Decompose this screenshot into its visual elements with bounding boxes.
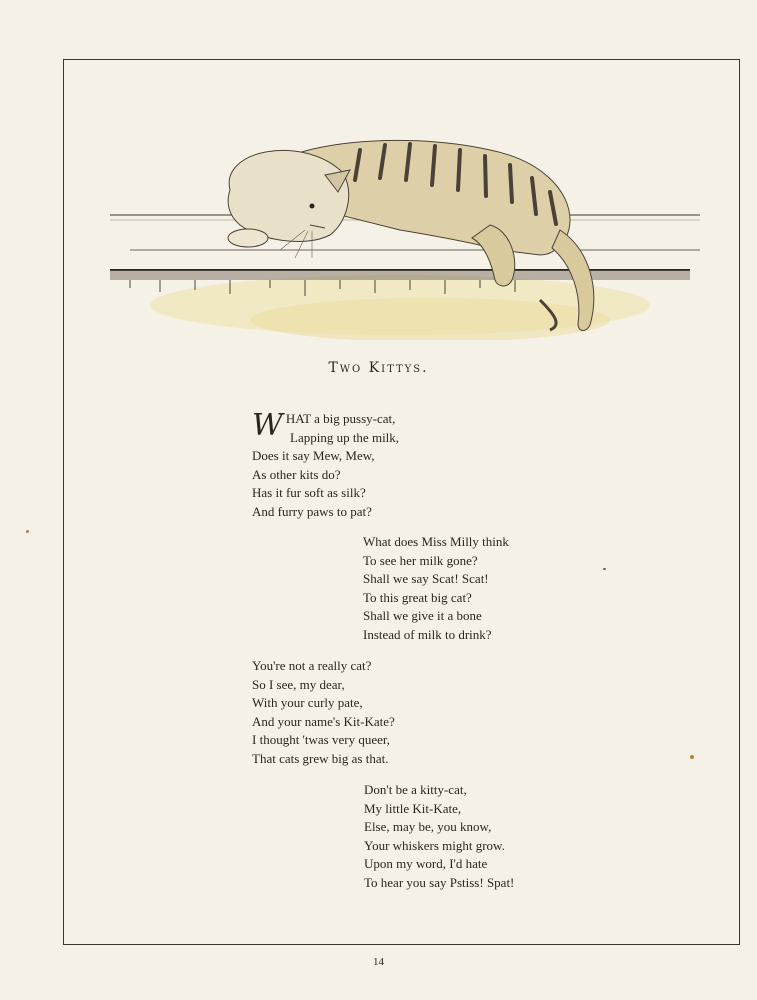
stanza-line: To see her milk gone? (363, 552, 478, 568)
stanza-line: Else, may be, you know, (364, 819, 492, 834)
stanza-line: And your name's Kit-Kate? (252, 713, 395, 729)
stanza-line: So I see, my dear, (252, 676, 345, 692)
stanza-line: As other kits do? (252, 466, 341, 482)
stanza-line: What does Miss Milly think (363, 534, 509, 549)
stanza-line: And furry paws to pat? (252, 503, 372, 519)
stanza-1 (252, 410, 399, 521)
stanza-line: Lapping up the milk, (290, 429, 400, 445)
drop-cap: W (252, 408, 283, 443)
stanza-line: Has it fur soft as silk? (252, 485, 366, 500)
stanza-line: Don't be a kitty-cat, (364, 782, 467, 797)
cat-illustration (100, 130, 700, 340)
stanza-line: Does it say Mew, Mew, (252, 448, 375, 463)
stanza-line: Instead of milk to drink? (363, 626, 492, 642)
stanza-line: Upon my word, I'd hate (364, 856, 488, 871)
stanza-3 (252, 657, 395, 768)
stanza-line: To hear you say Pstiss! Spat! (364, 874, 515, 890)
poem-title: Two Kittys. (328, 360, 429, 376)
stanza-2 (363, 533, 509, 644)
stanza-line: Your whiskers might grow. (364, 837, 505, 853)
stanza-line: My little Kit-Kate, (364, 800, 462, 816)
stanza-4 (364, 781, 514, 892)
stanza-line: You're not a really cat? (252, 658, 372, 673)
page-number: 14 (373, 956, 384, 968)
stanza-line: To this great big cat? (363, 589, 472, 605)
stanza-line: I thought 'twas very queer, (252, 732, 390, 747)
stanza-line: Shall we say Scat! Scat! (363, 571, 489, 586)
stanza-line: WHAT a big pussy-cat, (252, 408, 396, 443)
stanza-line: Shall we give it a bone (363, 608, 482, 623)
stanza-line: That cats grew big as that. (252, 750, 389, 766)
stanza-line: With your curly pate, (252, 695, 363, 710)
